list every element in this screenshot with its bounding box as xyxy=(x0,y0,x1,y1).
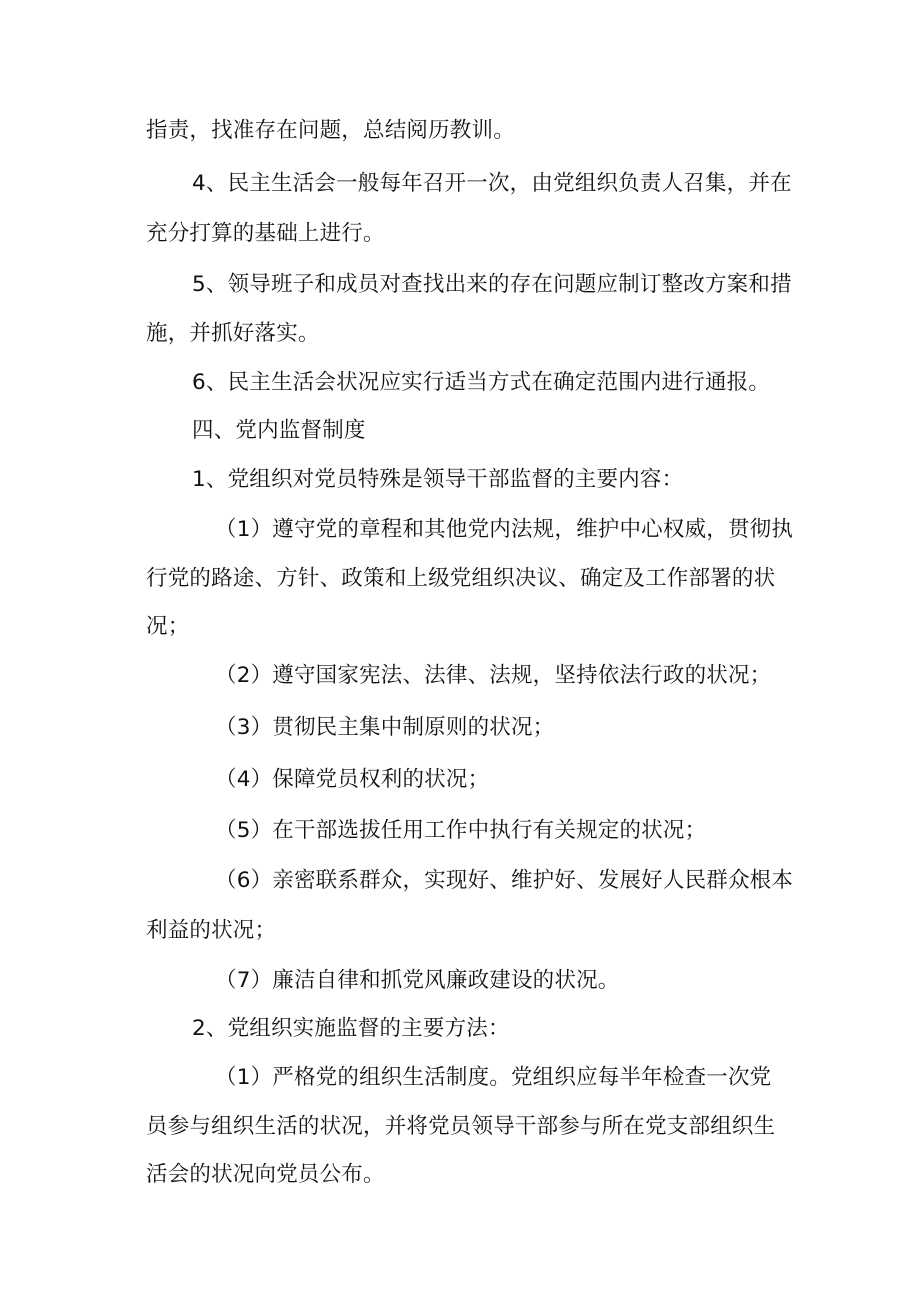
text-line: （6）亲密联系群众，实现好、维护好、发展好人民群众根本 xyxy=(215,868,794,893)
text-line: （4）保障党员权利的状况； xyxy=(215,767,490,792)
text-line: 1、党组织对党员特殊是领导干部监督的主要内容： xyxy=(192,467,684,492)
text-line: 4、民主生活会一般每年召开一次，由党组织负责人召集，并在 xyxy=(192,171,792,196)
text-line: 活会的状况向党员公布。 xyxy=(146,1162,385,1187)
text-line: （5）在干部选拔任用工作中执行有关规定的状况； xyxy=(215,818,707,843)
text-line: 6、民主生活会状况应实行适当方式在确定范围内进行通报。 xyxy=(192,370,771,395)
text-line: （7）廉洁自律和抓党风廉政建设的状况。 xyxy=(215,968,620,993)
text-line: 员参与组织生活的状况，并将党员领导干部参与所在党支部组织生 xyxy=(146,1114,776,1139)
text-line: 施，并抓好落实。 xyxy=(146,321,320,346)
text-line: 充分打算的基础上进行。 xyxy=(146,221,385,246)
text-line: （2）遵守国家宪法、法律、法规，坚持依法行政的状况； xyxy=(215,663,772,688)
text-line: 2、党组织实施监督的主要方法： xyxy=(192,1016,510,1041)
text-line: 行党的路途、方针、政策和上级党组织决议、确定及工作部署的状 xyxy=(146,566,776,591)
text-line: 指责，找准存在问题，总结阅历教训。 xyxy=(146,118,515,143)
text-line: 利益的状况； xyxy=(146,918,277,943)
text-line: （1）严格党的组织生活制度。党组织应每半年检查一次党 xyxy=(215,1065,772,1090)
text-line: （3）贯彻民主集中制原则的状况； xyxy=(215,715,555,740)
text-line: （1）遵守党的章程和其他党内法规，维护中心权威，贯彻执 xyxy=(215,517,794,542)
text-line: 况； xyxy=(146,614,190,639)
section-heading: 四、党内监督制度 xyxy=(192,418,366,443)
text-line: 5、领导班子和成员对查找出来的存在问题应制订整改方案和措 xyxy=(192,272,792,297)
